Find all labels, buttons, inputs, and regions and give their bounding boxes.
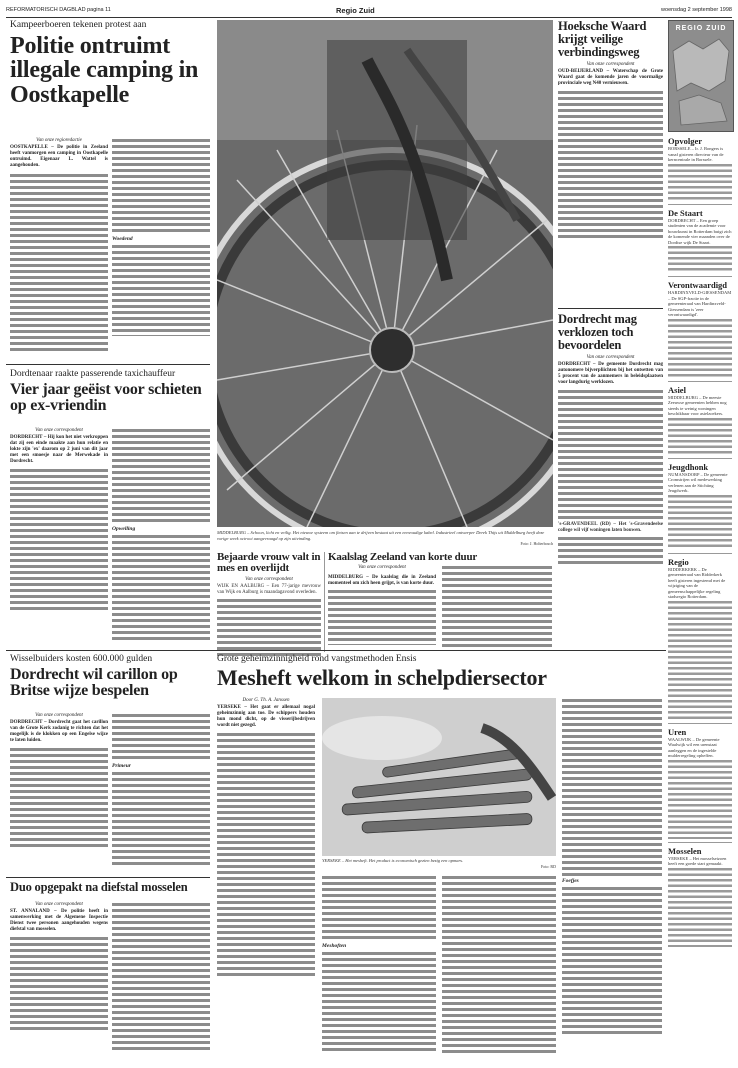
article-byline: Van onze correspondent (586, 355, 635, 361)
article-byline: Van onze correspondent (35, 713, 83, 718)
sidebar-item (668, 280, 732, 378)
article-kicker: Dordtenaar raakte passerende taxichauffeur (10, 369, 176, 379)
article-kicker: Wisselbuiders kosten 600.000 gulden (10, 654, 153, 664)
paper-name: REFORMATORISCH DAGBLAD pagina 11 (6, 7, 111, 13)
column-rule (324, 552, 325, 652)
article-byline: Van onze correspondent (35, 428, 83, 433)
article-body (112, 428, 210, 524)
sidebar-item-title: Jeugdhonk (668, 461, 709, 472)
article-mosselen-col2 (112, 902, 210, 1052)
article-lead: WIJK EN AALBURG – Een 77-jarige mevrouw van Wijk en Aalburg is maandagavond overleden. (217, 584, 321, 596)
header-rule (6, 17, 732, 18)
sidebar-item-body (668, 245, 732, 273)
sidebar-item-title: Asiel (668, 384, 686, 395)
article-camping-col1 (10, 138, 108, 353)
sidebar-divider (668, 458, 732, 459)
article-mesheft-col1 (217, 698, 315, 976)
article-dordrecht-werklozen (558, 313, 663, 564)
article-byline: Van onze regioredactie (36, 138, 82, 143)
page-header (6, 6, 732, 16)
article-body (322, 875, 436, 941)
article-body (112, 138, 210, 234)
sidebar-item (668, 385, 732, 455)
article-mesheft-col3 (442, 875, 556, 1055)
photo-caption: MIDDELBURG – Schoon, licht en veilig. Het nieuwe systeem om fietsen aan te drijven bestaat uit een eenvoudige kabel. Industrieel ontwerper Derek Thijs uit Middelburg heeft deze vorige week octrooi aangevraagd op zijn uitvinding. (217, 530, 545, 541)
bicycle-photo-caption-block (217, 530, 553, 547)
sidebar-item-title: De Staart (668, 207, 703, 218)
article-lead: DORDRECHT – Hij kon het niet verkroppen dat zij een einde maakte aan hun relatie en lokte zijn 'ex' daarom op 2 juni van dit jaar met een smoesje naar de Merwekade in Dordrecht. (10, 435, 108, 464)
article-lead: ST. ANNALAND – De politie heeft in samenwerking met de Algemene Inspectie Dienst twee personen aangehouden wegens diefstal van mosselen. (10, 909, 108, 932)
article-carillon-col1 (10, 713, 108, 847)
photo-credit: Foto: RD (540, 863, 556, 869)
article-body (10, 747, 108, 847)
article-kicker: Kampeerboeren tekenen protest aan (10, 20, 147, 30)
article-body (10, 173, 108, 353)
article-hoeksche-waard (558, 20, 663, 240)
sidebar-column (668, 136, 732, 947)
regio-zuid-logo (668, 20, 734, 132)
sidebar-divider (668, 204, 732, 205)
article-subhead: Opwelling (112, 526, 136, 532)
article-lead: YERSEKE – Het gaat er allemaal nogal geheimzinnig aan toe. De schippers houden hun mond dicht, op de visserijbedrijven wordt niet gezegd. (217, 705, 315, 728)
sidebar-divider (668, 553, 732, 554)
shellfish-image (322, 698, 556, 856)
photo-credit: Foto: J. Holterbosch (520, 541, 553, 546)
sidebar-item-body (668, 318, 732, 378)
article-headline: Duo opgepakt na diefstal mosselen (10, 880, 188, 894)
article-body (562, 698, 662, 876)
sidebar-item (668, 136, 732, 201)
sidebar-item-body (668, 759, 732, 839)
article-carillon-col2 (112, 713, 210, 867)
article-body (558, 389, 663, 519)
sidebar-item-text: RIDDERKERK – De gemeenteraad van Ridderkerk heeft gisteren ingestemd met de wijziging van de gemeenschappelijke regeling stadsregio Rotterdam. (668, 566, 726, 599)
article-body (10, 468, 108, 612)
sidebar-item-body (668, 600, 732, 720)
map-icon (669, 21, 733, 131)
article-byline: Door G. Th. A. Janssen (242, 698, 290, 703)
article-body (558, 536, 663, 564)
article-headline: Kaalslag Zeeland van korte duur (328, 551, 478, 563)
article-byline: Van onze correspondent (245, 577, 293, 583)
article-note: 's-GRAVENDEEL (RD) – Het 's-Gravendeelse college wil vijf woningen laten bouwen. (558, 522, 663, 534)
sidebar-item-title: Uren (668, 726, 687, 737)
section-rule (558, 308, 663, 309)
sidebar-item-text: BORSSELE – Ir. J. Bongers is vanaf gisteren directeur van de kerncentrale in Borssele. (668, 146, 724, 162)
article-body (322, 951, 436, 1053)
mesheft-photo (322, 698, 556, 856)
sidebar-item (668, 462, 732, 550)
sidebar-item-body (668, 163, 732, 201)
bicycle-photo (217, 20, 553, 527)
issue-date: woensdag 2 september 1998 (661, 7, 732, 13)
article-mosselen-col1 (10, 902, 108, 1032)
article-kicker: Grote geheimzinnigheid rond vangstmethoden Ensis (217, 654, 417, 664)
article-lead: OUD-BEIJERLAND – Waterschap de Grote Waard gaat de komende jaren de voormalige provinciale weg N40 vernieuwen. (558, 69, 663, 87)
sidebar-item (668, 846, 732, 947)
bicycle-wheel-image (217, 20, 553, 527)
article-body (10, 936, 108, 1032)
sidebar-item-text: DORDRECHT – Een groep studenten van de academie voor bouwkunst in Rotterdam buigt zich de komende vier maanden over de Dordtse wijk De Staart. (668, 217, 732, 245)
sidebar-item-title: Mosselen (668, 845, 702, 856)
article-body (112, 713, 210, 761)
article-subhead: Woedend (112, 236, 133, 242)
article-body (558, 90, 663, 240)
article-body (112, 771, 210, 867)
article-byline: Van onze correspondent (586, 62, 635, 68)
sidebar-item-title: Verontwaardigd (668, 280, 728, 290)
sidebar-item (668, 557, 732, 720)
section-rule (6, 877, 210, 878)
article-camping (10, 20, 210, 107)
article-carillon (10, 654, 210, 700)
section-name: Regio Zuid (336, 6, 375, 15)
article-byline: Van onze correspondent (358, 565, 406, 571)
article-subhead: Foefjes (562, 878, 579, 884)
sidebar-item-title: Opvolger (668, 136, 702, 146)
article-body (112, 244, 210, 336)
sidebar-item-body (668, 417, 732, 455)
article-mesheft (217, 654, 662, 689)
article-subhead: Primeur (112, 763, 131, 769)
sidebar-item (668, 208, 732, 274)
article-headline: Hoeksche Waard krijgt veilige verbindingsweg (558, 19, 647, 59)
article-subhead: Meshoften (322, 943, 347, 949)
article-kaalslag-col2 (442, 565, 552, 649)
article-mesheft-col4 (562, 698, 662, 1036)
article-byline: Van onze correspondent (35, 902, 83, 907)
article-headline: Dordrecht mag verklozen toch bevoordelen (558, 312, 637, 352)
article-mosselen-diefstal (10, 881, 210, 894)
sidebar-item-text: HARDINXVELD-GIESSENDAM – De SGP-fractie in de gemeenteraad van Hardinxveld-Giessendam is 'zeer verontwaardigd'. (668, 290, 732, 317)
sidebar-item-text: YERSEKE – Het mosselseizoen heeft een goede start gemaakt. (668, 855, 727, 866)
article-lead: DORDRECHT – Dordrecht gaat het carillon van de Grote Kerk zodanig te richten dat het mogelijk is de klokken op een Engelse wijze te laten luiden. (10, 720, 108, 743)
article-lead: OOSTKAPELLE – De politie in Zeeland heeft vanmorgen een camping in Oostkapelle ontruimd. Eigenaar L. Wattel is aangehouden. (10, 145, 108, 168)
article-headline: Bejaarde vrouw valt in mes en overlijdt (217, 551, 321, 575)
article-schieten-col2 (112, 428, 210, 642)
article-headline: Mesheft welkom in schelpdiersector (217, 665, 547, 690)
sidebar-item-body (668, 867, 732, 947)
article-headline: Vier jaar geëist voor schieten op ex-vriendin (10, 381, 202, 415)
article-camping-col2 (112, 138, 210, 336)
sidebar-divider (668, 842, 732, 843)
sidebar-divider (668, 723, 732, 724)
article-mesheft-col2 (322, 875, 436, 1053)
article-schieten (10, 369, 210, 415)
sidebar-item-text: WAALWIJK – De gemeente Waalwijk wil een urenstaat aanleggen en de ingestelde mulderregeling opheffen. (668, 736, 720, 758)
section-rule (6, 650, 666, 651)
sidebar-item-title: Regio (668, 556, 689, 567)
article-body (562, 886, 662, 1036)
sidebar-divider (668, 276, 732, 277)
sidebar-item-body (668, 494, 732, 550)
article-bejaarde (217, 552, 321, 658)
article-kaalslag-col1 (328, 575, 436, 645)
sidebar-divider (668, 381, 732, 382)
sidebar-item-text: NUMANSDORP – De gemeente Cromstrijen wil medewerking verlenen aan de Stichting Jeugdwerk. (668, 471, 728, 493)
photo-caption: YERSEKE – Het mesheft. Het product is economisch gezien bezig een opmars. (322, 858, 464, 863)
mesheft-caption-block (322, 858, 556, 869)
sidebar-item-text: MIDDELBURG – De meeste Zeeuwse gemeenten hebben nog steeds te weinig woningen beschikbaar voor asielzoekers. (668, 394, 727, 416)
logo-text: REGIO ZUID (675, 25, 727, 32)
section-rule (6, 364, 210, 365)
article-headline: Dordrecht wil carillon op Britse wijze bespelen (10, 666, 178, 700)
article-body (217, 732, 315, 976)
article-body (112, 534, 210, 642)
article-body (328, 589, 436, 645)
sidebar-item (668, 727, 732, 839)
article-lead: MIDDELBURG – De kaalslag die in Zeeland momenteel om zich heen grijpt, is van korte duur. (328, 575, 436, 586)
article-headline: Politie ontruimt illegale camping in Oostkapelle (10, 33, 199, 108)
article-schieten-col1 (10, 428, 108, 612)
article-lead: DORDRECHT – De gemeente Dordrecht mag autonomere bijverpliichten bij het ontsetten van 5 procent van de aanmemers in beleidsplaatsen voor langdurig werklozen. (558, 362, 663, 386)
